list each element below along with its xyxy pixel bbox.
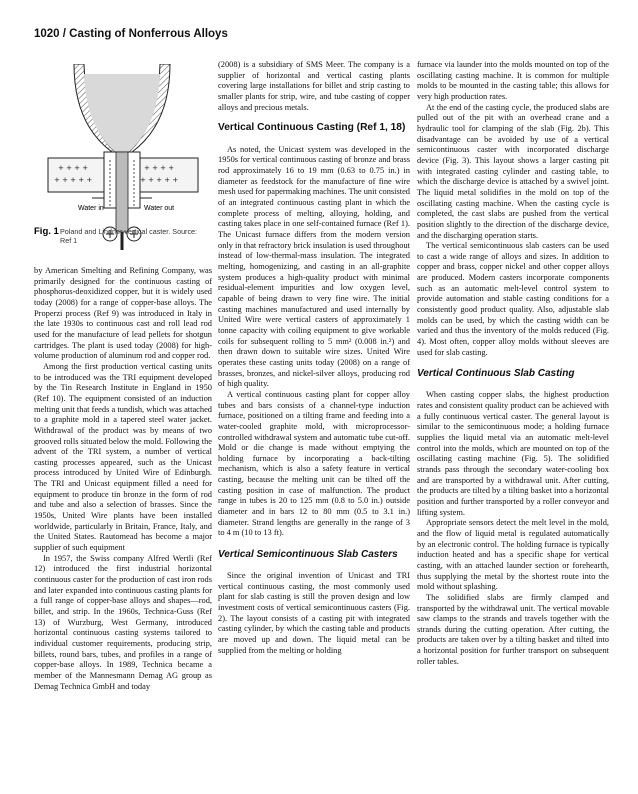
svg-text:+ + + +: + + + +	[144, 164, 175, 172]
paragraph: Appropriate sensors detect the melt level in the mold, and the flow of liquid metal is regulated automatically by an electronic control. The holding furnace is typically induction heated and has a specific shape for vertical casting, with an attached launder section or forehearth, thus supplying the metal by the shortest route into the mold without splashing.	[417, 518, 609, 592]
section-heading: Vertical Continuous Casting (Ref 1, 18)	[218, 122, 406, 134]
water-out-label: Water out	[144, 205, 175, 212]
paragraph: (2008) is a subsidiary of SMS Meer. The company is a supplier of horizontal and vertical casting plants covering large installations for billet and strip casting to smaller plants for strip, wire, and tube casting of copper alloys and precious metals.	[218, 60, 410, 112]
paragraph: In 1957, the Swiss company Alfred Wertli (Ref 12) introduced the first industrial horizontal continuous caster for the production of cast iron rods and later expanded into continuous casting plants for a full range of copper-base alloys and shapes—rod, billet, and strip. In the 1960s, Technica-Guss (Ref 13) of Wurzburg, West Germany, introduced horizontal continuous casting systems tailored to individual customer requirements, producing strip, billets, round bars, tubes, and profiles in a range of copper-base alloys. In 1989, Technica became a member of the Mannesmann Demag AG group as Demag Technica GmbH and today	[34, 553, 212, 691]
paragraph: The vertical semicontinuous slab casters can be used to cast a wide range of alloys and sizes. In addition to copper and brass, copper nickel and other copper alloys are produced. Modern casters incorporate components such as an automatic melt-level control system to provide automation and stable casting conditions for a consistently good product quality. Also, adjustable slab molds can be used, by which the casting width can be varied and thus the inventory of the molds reduced (Fig. 4). Most often, copper alloy molds without sleeves are used for slab casting.	[417, 241, 609, 357]
svg-text:+ + + + +: + + + + +	[54, 176, 93, 184]
column-3	[417, 60, 609, 667]
paragraph: At the end of the casting cycle, the produced slabs are pulled out of the pit with an overhead crane and a hydraulic tool for clamping of the slab (Fig. 2b). This disadvantage can be avoided by use of a vertical semicontinuous caster with incorporated discharge device (Fig. 3). This layout shows a larger casting pit with integrated casting cylinder and casting table, to which the discharge device is attached by a swivel joint. The liquid metal solidifies in the mold on top of the oscillating casting machine. When the casting cycle is completed, the cast slabs are pushed from the vertical position slightly to the direction of the discharge device, and the discharging operation starts.	[417, 102, 609, 240]
figure-label: Fig. 1	[34, 226, 59, 237]
subsection-heading: Vertical Semicontinuous Slab Casters	[218, 549, 398, 561]
column-2	[218, 60, 410, 656]
paragraph: Since the original invention of Unicast and TRI vertical continuous casting, the most commonly used plant for slab casting is still the proven design and low investment costs of vertical semicontinuous casters (Fig. 2). The layout consists of a casting pit with integrated casting cylinder, by which the casting table and products are moved up and down. The liquid metal can be supplied from the melting or holding	[218, 571, 410, 655]
mold	[116, 152, 128, 232]
figure-caption	[34, 227, 212, 245]
paragraph: When casting copper slabs, the highest production rates and consistent quality product can be achieved with a fully continuous vertical caster. The general layout is similar to the semicontinuous mode; a holding furnace supplies the liquid metal via an automatic melt-level control into the molds, which are mounted on top of the oscillating casting machine (Fig. 5). The solidified strands pass through the secondary water-cooling box and are transported by a withdrawal unit. After cutting, the products are tilted by a tilting basket into a horizontal position and further transported by a roller conveyor and lifting system.	[417, 390, 609, 517]
paragraph: The solidified slabs are firmly clamped and transported by the withdrawal unit. The vertical movable saw clamps to the strands and travels together with the strands during the cutting operation. After cutting, the products are taken over by a tilting basket and tilted into a horizontal position for further transport on subsequent roller tables.	[417, 592, 609, 666]
figure-caption-text: Poland and Lindner vertical caster. Source: Ref 1	[60, 227, 198, 245]
svg-text:+ + + +: + + + +	[58, 164, 89, 172]
paragraph: Among the first production vertical casting units to be introduced was the TRI equipment developed by the Tin Research Institute in England in 1950 (Ref 10). The equipment consisted of an induction melting unit that feeds a tundish, which was attached to a graphite mold in a tapered steel water jacket. Withdrawal of the product was by means of two grooved rolls situated below the mold. Following the advent of the TRI system, a number of vertical casting processes appeared, such as the Unicast process introduced by United Wire of Edinburgh. The TRI and Unicast equipment filled a need for equipment to produce tin bronze in the form of rod and tube and also a selection of brasses. Since the 1950s, United Wire plants have been installed worldwide, particularly in Britain, France, Italy, and the United States. Rautomead has become a major supplier of such equipment	[34, 361, 212, 553]
subsection-heading: Vertical Continuous Slab Casting	[417, 368, 575, 380]
paragraph: furnace via launder into the molds mounted on top of the oscillating casting machine. It is common for multiple molds to be mounted in the casting table; this allows for very high production rates.	[417, 60, 609, 101]
caster-diagram	[34, 64, 212, 250]
running-header: 1020 / Casting of Nonferrous Alloys	[34, 28, 228, 40]
water-in-label: Water in	[78, 205, 104, 212]
svg-text:+ + + + +: + + + + +	[140, 176, 179, 184]
paragraph: by American Smelting and Refining Company, was primarily designed for the continuous casting of phosphorus-deoxidized copper, but it is widely used today (2008) for a range of copper-base alloys. The Properzi process (Ref 9) was introduced in Italy in the late 1930s to continuous cast and roll lead rod used for the manufacture of lead pellets for shotgun cartridges. The plant is used today (2008) for high-volume production of aluminum rod and copper rod.	[34, 266, 212, 361]
column-1	[34, 266, 212, 692]
molten-metal	[84, 74, 160, 156]
paragraph: As noted, the Unicast system was developed in the 1950s for vertical continuous casting of bronze and brass rod approximately 16 to 19 mm (0.63 to 0.75 in.) in diameter as feedstock for the manufacture of fine wire mesh used for papermaking machines. The unit consisted of an integrated continuous casting plant in which the complete process of melting, alloying, holding, and casting takes place in one self-contained furnace (Ref 1). The Unicast furnace differs from the modern version only in that refractory brick insulation is used throughout instead of low-thermal-mass insulation. The integrated melting, homogenizing, and casting in an all-graphite system produces a high-quality product with minimal residual-element impurities and low oxygen level, capable of being drawn to very fine wire. The initial casting machines manufactured and used internally by United Wire were vertical casters of approximately 1 tonne capacity with coiling equipment to give workable coils for subsequent rolling to 5 mm² (0.008 in.²) and then drawn down to suitable wire sizes. United Wire operates these casting units today (2008) on a range of brasses, bronzes, and nickel-silver alloys, producing rod of high quality.	[218, 144, 410, 389]
paragraph: A vertical continuous casting plant for copper alloy tubes and bars consists of a channel-type induction furnace, positioned on a tilting frame and feeding into a water-cooled graphite mold, with microprocessor-controlled withdrawal system and automatic tube cut-off. Mold or die change is made without emptying the holding furnace by incorporating a back-tilting mechanism, which is also a safety feature in vertical casting, because the melting unit can be tilted off the casting position in case of malfunction. The product range in tubes is 20 to 125 mm (0.8 to 5.0 in.) outside diameter and in bars 12 to 80 mm (0.5 to 3.1 in.) diameter. Strand lengths are generally in the range of 3 to 4 m (10 to 13 ft).	[218, 389, 410, 538]
